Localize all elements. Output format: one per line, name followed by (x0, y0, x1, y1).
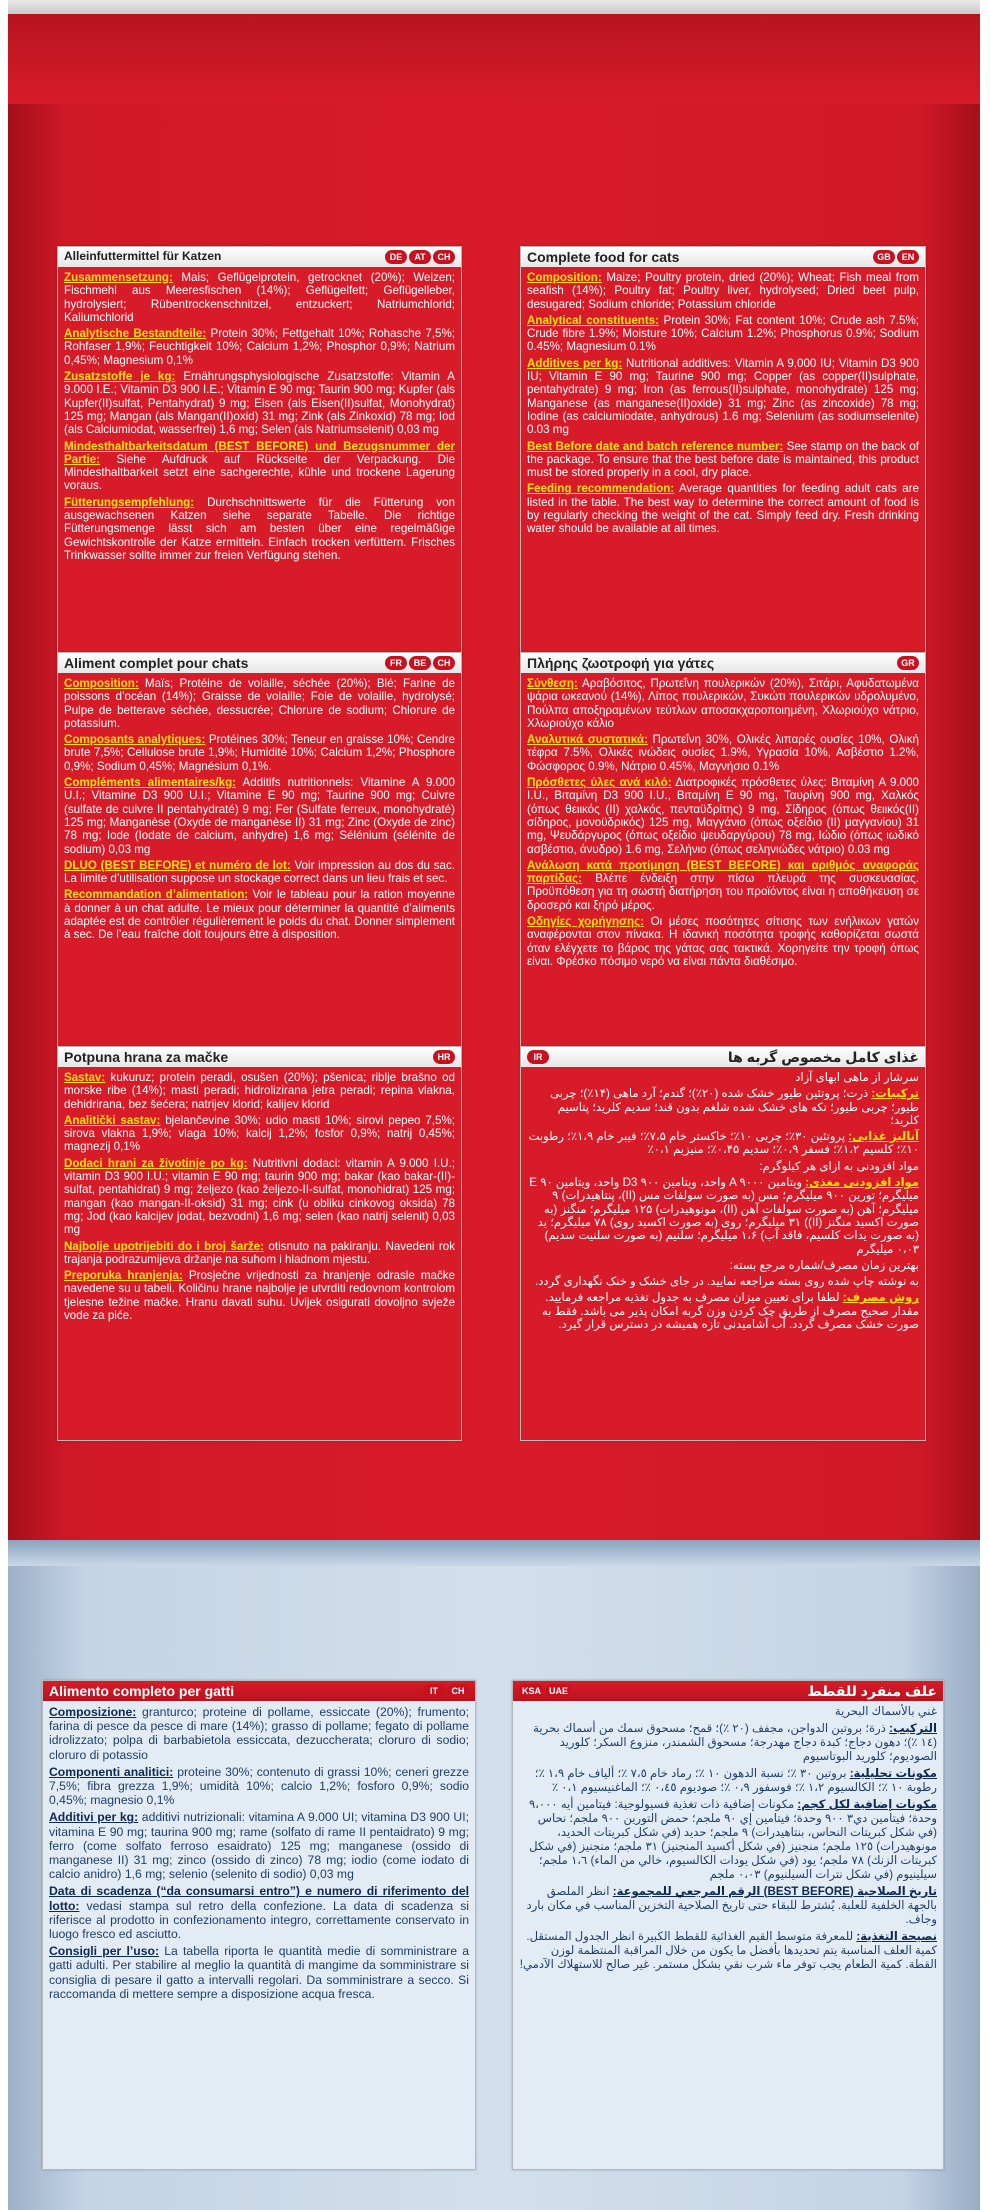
paragraph-heading: Mindesthaltbarkeitsdatum (BEST BEFORE) und Bezugsnummer der Partie: (64, 439, 455, 466)
panel-title: Πλήρης ζωοτροφή για γάτες (527, 655, 715, 671)
label-paragraph (527, 314, 919, 354)
bag-top-seal (8, 0, 980, 14)
paragraph-heading: آنالیز غذایی: (848, 1130, 919, 1144)
paragraph-heading: Consigli per l’uso: (49, 1944, 160, 1959)
paragraph-text: See stamp on the back of the package. To ensure that the best before date is maintained, this product must be stored properly in a cool, dry place. (527, 439, 919, 480)
panel-header (521, 653, 925, 674)
label-paragraph (64, 677, 455, 730)
paragraph-heading: Analytische Bestandteile: (64, 327, 207, 341)
country-badge: DE (385, 250, 407, 264)
paragraph-text: Voir le tableau pour la ration moyenne à donner à un chat adulte. Le mieux pour déterminer la quantité d’aliments adaptée est de contrôler régulièrement le poids du chat. Donner simplement à sec. De l’eau fraîche doit toujours être à disposition. (64, 888, 455, 942)
paragraph-heading: روش مصرف: (842, 1291, 919, 1305)
paragraph-text: proteine 30%; contenuto di grassi 10%; ceneri grezze 7,5%; fibra grezza 1,9%; umidità 10%; calcio 1,2%; fosforo 0,9%; sodio 0,45%; magnesio 0,1% (49, 1764, 469, 1808)
country-flags (433, 1050, 455, 1064)
country-flags (385, 656, 455, 670)
paragraph-heading: Sastav: (64, 1071, 106, 1084)
label-paragraph (64, 1269, 455, 1322)
paragraph-text: additivi nutrizionali: vitamina A 9.000 UI; vitamina D3 900 UI; vitamina E 90 mg; taurina 900 mg; rame (solfato di rame II pentaidrato) 9 mg; ferro (come solfato ferroso esaidrato) 125 mg; manganese (ossido di manganese II) 31 mg; zinco (ossido di zinco) 78 mg; iodio (come iodato di calcio anidro) 1,6 mg; selenio (selenito di sodio) 0,03 mg (49, 1810, 469, 1882)
paragraph-text: Protéines 30%; Teneur en graisse 10%; Cendre brute 7,5%; Cellulose brute 1,9%; Humidité 10%; Calcium 1,2%; Phosphore 0,9%; Sodium 0,45%; Magnésium 0,1%. (64, 733, 455, 773)
paragraph-text: ذرت؛ پروتئین طیور خشک شده (۲۰٪)؛ گندم؛ آرد ماهی (۱۴٪)؛ چربی طیور؛ چربی طیور؛ تکه های خشک شده شلغم بدون قند؛ سدیم کلرید؛ پتاسیم کلرید؛ (550, 1087, 919, 1127)
panel-body (521, 267, 925, 654)
paragraph-text: Οι μέσες ποσότητες σίτισης των ενήλικων γατών αναφέρονται στον πίνακα. Η ιδανική ποσότητα τροφής καθορίζεται σωστά όταν ελέγχετε το βάρος της γάτας σας τακτικά. Χορηγείτε την τροφή όπως είναι. Φρέσκο πόσιμο νερό να είναι πάντα διαθέσιμο. (527, 915, 920, 968)
label-paragraph (64, 1157, 455, 1237)
country-badge: IR (527, 1050, 549, 1064)
paragraph-text: Nutritional additives: Vitamin A 9,000 IU; Vitamin D3 900 IU; Vitamin E 90 mg; Taurine 900 mg; Copper (as copper(II)sulphate, pentahydrate) 9 mg; Iron (as ferrous(II)sulphate, monohydrate) 125 mg; Manganese (as manganese(II)oxide) 31 mg; Zinc (as zincoxide) 78 mg; Iodine (as calciumiodate, anhydrous) 1.6 mg; Selenium (as sodiumselenite) 0.03 mg (527, 356, 919, 437)
label-paragraph (49, 1765, 469, 1808)
country-badge: GR (897, 656, 919, 670)
panel-hr (57, 1046, 462, 1441)
label-paragraph (519, 1705, 937, 1719)
label-paragraph (527, 357, 919, 437)
panel-header (58, 247, 461, 268)
panel-ir (520, 1046, 926, 1441)
label-paragraph (527, 677, 919, 730)
label-paragraph (64, 496, 455, 562)
panel-body (43, 1701, 475, 2169)
label-paragraph (519, 1767, 937, 1795)
panel-header (58, 1047, 461, 1068)
panel-header (521, 247, 925, 268)
country-badge: UAE (546, 1684, 571, 1698)
paragraph-text: Αραβόσιτος, Πρωτεΐνη πουλερικών (20%), Σιτάρι, Αφυδατωμένα ψάρια ωκεανού (14%), Λίπος πουλερικών, Συκώτι πουλερικών υδρολυμένο, Πούλπα αποξηραμένων τεύτλων αποσακχαροποιημένη, Χλωριούχο νάτριο, Χλωριούχο κάλιο (527, 677, 919, 730)
country-flags (519, 1684, 571, 1698)
label-paragraph (527, 1176, 919, 1256)
bag-top-band (8, 14, 980, 104)
paragraph-text: مواد افزودنی به ازای هر کیلوگرم: (759, 1159, 919, 1173)
paragraph-text: Average quantities for feeding adult cats are listed in the table. The best way to determine the correct amount of food is by regularly checking the weight of the cat. Simply feed dry. Fresh drinking water should be available at all times. (527, 482, 919, 536)
paragraph-text: Protein 30%; Fat content 10%; Crude ash 7.5%; Crude fibre 1.9%; Moisture 10%; Calcium 1.2%; Phosphorus 0.9%; Sodium 0.45%; Magnesium 0.1% (527, 313, 919, 354)
country-badge: CH (433, 656, 455, 670)
paragraph-text: otisnuto na pakiranju. Navedeni rok trajanja podrazumijeva držanje na suhom i hladnom mjestu. (64, 1239, 456, 1266)
panel-title: Complete food for cats (527, 249, 680, 265)
panel-it (42, 1680, 476, 2170)
label-paragraph (527, 482, 919, 535)
paragraph-text: kukuruz; protein peradi, osušen (20%); pšenica; riblje brašno od morske ribe (14%); masti peradi; hidrolizirana jetra peradi; repina vlakna, dehidrirana, bez šećera; natrijev klorid; kalijev klorid (64, 1071, 455, 1111)
country-badge: GB (873, 250, 895, 264)
paragraph-heading: مواد افزودنی مغذی: (805, 1176, 919, 1190)
panel-header (513, 1681, 943, 1702)
panel-ksa (512, 1680, 944, 2170)
label-paragraph (519, 1722, 937, 1764)
panel-header (58, 653, 461, 674)
panel-gr (520, 652, 926, 1049)
panel-body (58, 267, 461, 654)
paragraph-text: Βλέπε ένδειξη στην πίσω πλευρά της συσκευασίας. Προϋπόθεση για τη σωστή διατήρηση του προϊόντος είναι η αποθήκευση σε δροσερό και ξηρό μέρος. (527, 872, 919, 912)
panel-de (57, 246, 462, 655)
country-badge: CH (433, 250, 455, 264)
country-badge: KSA (519, 1684, 544, 1698)
paragraph-heading: Best Before date and batch reference number: (527, 439, 784, 453)
country-badge: FR (385, 656, 407, 670)
paragraph-heading: Recommandation d’alimentation: (64, 888, 249, 902)
paragraph-heading: Πρόσθετες ύλες ανά κιλό: (527, 776, 672, 790)
label-paragraph (64, 733, 455, 773)
paragraph-heading: Ανάλωση κατά προτίμηση (BEST BEFORE) και αριθμός αναφοράς παρτίδας: (527, 858, 919, 886)
paragraph-heading: Componenti analitici: (49, 1764, 174, 1779)
country-flags (873, 250, 919, 264)
paragraph-text: للمعرفة متوسط القيم الغذائية للقطط الكبيرة انظر الجدول المستقل. كمية العلف المناسبة يتم تحديدها بأفضل ما يكون من خلال المراقبة المنتظمة لوزن القطة. كمية الطعام يجب توفر ماء شرب نقي بشكل مستمر. غير صالح للاستهلاك الآدمي! (519, 1930, 937, 1971)
paragraph-heading: Dodaci hrani za životinje po kg: (64, 1156, 248, 1170)
paragraph-heading: Feeding recommendation: (527, 482, 675, 496)
paragraph-text: بروتين ٣٠ ٪؛ نسبة الدهون ١٠ ٪؛ رماد خام ٧،٥ ٪؛ ألياف خام ١،٩ ٪؛ رطوبة ١٠ ٪؛ الكالسيوم ١،٢ ٪؛ فوسفور ٠،٩ ٪؛ صوديوم ٠،٤٥ ٪؛ الماغنيسيوم ٠،١ ٪ (534, 1767, 937, 1794)
paragraph-text: پروتئین ۳۰٪؛ چربی ۱۰٪؛ خاکستر خام ۷،۵٪؛ فیبر خام ۱،۹٪؛ رطوبت ۱۰٪؛ کلسیم ۱،۲٪؛ فسفر ۰،۹٪؛ سدیم ۰،۴۵٪؛ منیزیم ۰،۱٪ (528, 1130, 919, 1157)
panel-title: Aliment complet pour chats (64, 655, 249, 671)
paragraph-text: bjelančevine 30%; udio masti 10%; sirovi pepeo 7,5%; sirova vlakna 1,9%; vlaga 10%; kalcij 1,2%; fosfor 0,9%; natrij 0,45%; magnezij 0,1% (64, 1113, 455, 1154)
paragraph-heading: Composition: (64, 677, 139, 690)
label-paragraph (64, 1240, 455, 1267)
paragraph-heading: مكونات تحليلية: (849, 1767, 937, 1780)
label-paragraph (64, 440, 455, 493)
paragraph-heading: Additives per kg: (527, 356, 623, 370)
label-paragraph (64, 370, 455, 436)
country-badge: CH (447, 1684, 469, 1698)
label-paragraph (527, 1087, 919, 1127)
paragraph-text: Ernährungsphysiologische Zusatzstoffe: Vitamin A 9.000 I.E.; Vitamin D3 900 I.E.; Vitamin E 90 mg; Taurin 900 mg; Kupfer (als Kupfer(II)sulfat, Pentahydrat) 9 mg; Eisen (als Eisen(II)sulfat, Monohydrat) 125 mg; Mangan (als Mangan(II)oxid) 31 mg; Zink (als Zinkoxid) 78 mg; Iod (als Calciumiodat, wasserfrei) 1,6 mg; Selen (als Natriumselenit) 0,03 mg (64, 370, 455, 437)
paragraph-heading: Composition: (527, 271, 602, 284)
paragraph-text: لطفا برای تعیین میزان مصرف به جدول تغذیه مراجعه فرمایید. مقدار صحیح مصرف از طریق چک کردن وزن گربه امکان پذیر می باشد. فقط به صورت خشک مصرف گردد. آب آشامیدنی تازه همیشه در دسترس قرار گیرد. (542, 1291, 919, 1332)
label-paragraph (49, 1944, 469, 2001)
paragraph-text: Additifs nutritionnels: Vitamine A 9.000 U.I.; Vitamine D3 900 U.I.; Vitamine E 90 mg; Taurine 900 mg; Cuivre (sulfate de cuivre II pentahydraté) 9 mg; Fer (Sulfate ferreux, monohydraté) 125 mg; Manganèse (Oxyde de manganèse II) 31 mg; Zinc (Oxyde de zinc) 78 mg; Iode (Iodate de calcium, anhydre) 1,6 mg; Sélénium (sélénite de sodium) 0,03 mg (64, 776, 455, 856)
label-paragraph (527, 1160, 919, 1173)
panel-title: Alleinfuttermittel für Katzen (64, 249, 222, 263)
panel-en (520, 246, 926, 655)
label-paragraph (64, 1071, 455, 1111)
panel-title: Potpuna hrana za mačke (64, 1049, 229, 1065)
label-paragraph (64, 1114, 455, 1154)
label-paragraph (64, 888, 455, 941)
panel-body (58, 673, 461, 1048)
label-paragraph (49, 1705, 469, 1762)
paragraph-text: مكونات إضافية ذات تغذية فسيولوجية: فيتامين أيه ٩،٠٠٠ وحدة؛ فيتامين دي٣ ٩٠٠ وحدة؛ فيتامين إي ٩٠ ملجم؛ حمض التورين ٩٠٠ ملجم؛ نحاس (في شكل كبريتات النحاس، بنتاهيدرات) ٩ ملجم؛ حديد (في شكل كبريتات الحديد، مونوهيدرات) ١٢٥ ملجم؛ منجنيز (في شكل أكسيد المنجنيز) ٣١ ملجم؛ منجنيز (في شكل كبريتات الزنك) ٧٨ ملجم؛ يود (في شكل يودات الكالسيوم، خالي من الماء) ١،٦ ملجم؛ سيلينيوم (في شكل نترات السيلنيوم) ٠،٠٣ ملجم (528, 1798, 937, 1881)
label-paragraph (49, 1884, 469, 1941)
paragraph-text: سرشار از ماهی ابهای آزاد (795, 1071, 919, 1084)
panel-body (513, 1701, 943, 2169)
country-badge: BE (409, 656, 431, 670)
paragraph-text: Mais; Geflügelprotein, getrocknet (20%); Weizen; Fischmehl aus Meeresfischen (14%); Geflügelfett; Geflügelleber, hydrolysiert; Rübentrockenschnitzel, entzuckert; Natriumchlorid; Kaliumchlorid (64, 271, 455, 324)
paragraph-text: Maïs; Protéine de volaille, séchée (20%); Blé; Farine de poissons d’océan (14%); Graisse de volaille; Foie de volaille, hydrolysé; Pulpe de betterave séchée, dessucrée; Chlorure de sodium; Chlorure de potassium. (64, 677, 455, 730)
paragraph-text: ویتامین A ۹۰۰۰ واحد، ویتامین D3 ۹۰۰ واحد، ویتامین E ۹۰ میلیگرم؛ تورین ۹۰۰ میلیگرم؛ مس (به صورت سولفات مس (II)، پنتاهیدرات) ۹ میلیگرم؛ آهن (به صورت سولفات آهن (II)، مونوهیدرات) ۱۲۵ میلیگرم؛ منگنز (به صورت اکسید منگنز (II)) ۳۱ میلیگرم؛ روی (به صورت اکسید روی) ۷۸ میلیگرم؛ ید (به صورت یدات کلسیم، فاقد آب) ۱،۶ میلیگرم؛ سلنیم (به صورت سلنیت سدیم) ۰،۰۳ میلیگرم (529, 1176, 919, 1256)
paragraph-heading: نصيحة التغذية: (856, 1930, 937, 1943)
label-paragraph (527, 271, 919, 311)
country-badge: AT (409, 250, 431, 264)
paragraph-heading: Data di scadenza (“da consumarsi entro”) e numero di riferimento del lotto: (49, 1884, 469, 1913)
paragraph-heading: Composants analytiques: (64, 733, 206, 747)
paragraph-heading: Fütterungsempfehlung: (64, 495, 195, 509)
paragraph-heading: Analytical constituents: (527, 313, 660, 327)
paragraph-heading: Analitički sastav: (64, 1113, 161, 1127)
label-paragraph (527, 1071, 919, 1084)
paragraph-text: Nutritivni dodaci: vitamin A 9.000 I.U.; vitamin D3 900 I.U.; vitamin E 90 mg; taurin 900 mg; bakar (kao bakar-(II)-sulfat, pentahidrat) 9 mg; željezo (kao željezo-II-sulfat, monohidrat) 125 mg; mangan (kao mangan-II-oksid) 31 mg; cink (u obliku cinkovog oksida) 78 mg; Jod (kao kalcijev jodat, bezvodni) 1,6 mg; selen (kao natrij selenit) 0,03 mg (64, 1156, 455, 1237)
paragraph-heading: Composizione: (49, 1705, 137, 1719)
paragraph-text: La tabella riporta le quantità medie di somministrare a gatti adulti. Per stabilire al meglio la quantità di mangime da somministrare si consiglia di pesare il gatto a intervalli regolari. Da somministrare a secco. Si raccomanda di mettere sempre a disposizione acqua fresca. (49, 1944, 470, 2001)
panel-title: علف منفرد للقطط (807, 1683, 937, 1699)
country-flags (527, 1050, 549, 1064)
paragraph-text: Διατροφικές πρόσθετες ύλες: Βιταμίνη A 9.000 I.U., Βιταμίνη D3 900 I.U., Βιταμίνη E 90 mg, Ταυρίνη 900 mg, Χαλκός (όπως θειικός (II) χαλκός, πενταϋδρίτης) 9 mg, Σίδηρος (όπως θειικός(II) σίδηρος, μονοϋδρικός) 125 mg, Μαγγάνιο (όπως οξείδιο (II) μαγγανίου) 31 mg, Ψευδάργυρος (όπως οξείδιο ψευδαργύρου) 78 mg, Ιώδιο (όπως ιωδικό ασβέστιο, άνυδρο) 1.6 mg, Σελήνιο (όπως σεληνιώδες νάτριο) 0.03 mg (527, 776, 920, 856)
paragraph-text: Prosječne vrijednosti za hranjenje odrasle mačke navedene su u tabeli. Količinu hrane najbolje je utvrditi redovnom kontrolom tjelesne težine mačke. Hranu davati suhu. Uvijek osigurati dovoljno svježe vode za piće. (64, 1269, 455, 1323)
paragraph-heading: التركيب: (889, 1722, 937, 1735)
label-paragraph (519, 1930, 937, 1972)
paragraph-text: Durchschnittswerte für die Fütterung von ausgewachsenen Katzen siehe separate Tabelle. Die richtige Fütterungsmenge lässt sich am besten über eine regelmäßige Gewichtskontrolle der Katze ermitteln. Einfach trocken verfüttern. Frisches Trinkwasser sollte immer zur freien Verfügung stehen. (64, 495, 455, 562)
paragraph-text: Πρωτεΐνη 30%, Ολικές λιπαρές ουσίες 10%, Ολική τέφρα 7.5%, Ολικές ινώδεις ουσίες 1.9%, Υγρασία 10%, Ασβέστιο 1.2%, Φώσφορος 0.9%, Νάτριο 0.45%, Μαγνήσιο 0.1% (527, 733, 919, 773)
label-paragraph (64, 859, 455, 886)
paragraph-heading: Σύνθεση: (527, 677, 578, 690)
paragraph-heading: مكونات إضافية لكل كجم: (797, 1798, 937, 1811)
bag-blue-fold (8, 1540, 980, 1566)
paragraph-heading: Zusammensetzung: (64, 271, 173, 284)
paragraph-heading: Αναλυτικά συστατικά: (527, 733, 648, 747)
country-badge: EN (897, 250, 919, 264)
paragraph-text: granturco; proteine di pollame, essiccate (20%); frumento; farina di pesce da pesce di mare (14%); grasso di pollame; fegato di pollame idrolizzato; polpa di barbabietola essiccata, dezuccherata; cloruro di sodio; cloruro di potassio (49, 1705, 469, 1762)
paragraph-text: به نوشته چاپ شده روی بسته مراجعه نمایید. در جای خشک و خنک نگهداری گردد. (534, 1275, 919, 1289)
label-paragraph (519, 1798, 937, 1882)
paragraph-text: Siehe Aufdruck auf Rückseite der Verpackung. Die Mindesthaltbarkeit setzt eine sachgerechte, kühle und trockene Lagerung voraus. (64, 452, 455, 493)
paragraph-heading: Zusatzstoffe je kg: (64, 370, 176, 384)
panel-title: Alimento completo per gatti (49, 1683, 235, 1699)
label-paragraph (527, 776, 919, 856)
panel-title: غذای کامل مخصوص گربه ها (727, 1049, 919, 1065)
label-paragraph (527, 1291, 919, 1331)
country-flags (385, 250, 455, 264)
label-paragraph (64, 271, 455, 324)
panel-body (521, 1067, 925, 1440)
panel-body (58, 1067, 461, 1440)
paragraph-heading: Οδηγίες χορήγησης: (527, 915, 644, 929)
country-badge: IT (423, 1684, 445, 1698)
label-paragraph (527, 1275, 919, 1288)
label-paragraph (527, 859, 919, 912)
paragraph-text: ذرة؛ بروتين الدواجن، مجفف (٢٠ ٪)؛ قمح؛ مسحوق سمك من أسماك بحرية (١٤ ٪)؛ دهون دجاج؛ كبدة دجاج مهدرجة؛ مسحوق الشمندر، منزوع السكر؛ كلوريد الصوديوم؛ كلوريد البوتاسيوم (533, 1722, 937, 1763)
country-flags (897, 656, 919, 670)
paragraph-heading: Compléments alimentaires/kg: (64, 776, 237, 790)
label-paragraph (527, 440, 919, 480)
paragraph-heading: DLUO (BEST BEFORE) et numéro de lot: (64, 858, 291, 872)
paragraph-text: vedasi stampa sul retro della confezione. La data di scadenza si riferisce al prodotto in confezionamento integro, correttamente conservato in luogo fresco ed asciutto. (49, 1898, 469, 1942)
label-paragraph (519, 1885, 937, 1927)
paragraph-text: غني بالأسماك البحرية (834, 1705, 937, 1718)
label-paragraph (64, 327, 455, 367)
paragraph-text: انظر الملصق بالجهة الخلفية للعلبة. يُشترط للبقاء حتى تاريخ الصلاحية التخزين المناسب في مكان بارد وجاف. (526, 1885, 937, 1926)
label-paragraph (527, 915, 919, 968)
label-paragraph (49, 1810, 469, 1881)
label-paragraph (527, 733, 919, 773)
paragraph-heading: ترکیبات: (871, 1087, 919, 1101)
paragraph-heading: Additivi per kg: (49, 1810, 139, 1825)
country-flags (423, 1684, 469, 1698)
paragraph-text: Voir impression au dos du sac. La limite d’utilisation suppose un stockage correct dans un lieu frais et sec. (64, 858, 455, 886)
paragraph-heading: Preporuka hranjenja: (64, 1269, 183, 1283)
paragraph-heading: تاريخ الصلاحية (BEST BEFORE) الرقم المرجعي للمجموعة: (612, 1885, 937, 1898)
country-badge: HR (433, 1050, 455, 1064)
label-paragraph (527, 1259, 919, 1272)
paragraph-text: بهترین زمان مصرف/شماره مرجع بسته: (729, 1258, 919, 1272)
label-paragraph (527, 1130, 919, 1157)
label-paragraph (64, 776, 455, 856)
panel-body (521, 673, 925, 1048)
panel-header (521, 1047, 925, 1068)
paragraph-text: Maize; Poultry protein, dried (20%); Wheat; Fish meal from seafish (14%); Poultry fat; Poultry liver, hydrolysed; Dried beet pulp, desugared; Sodium chloride; Potassium chloride (527, 271, 919, 311)
panel-header (43, 1681, 475, 1702)
panel-fr (57, 652, 462, 1049)
paragraph-text: Protein 30%; Fettgehalt 10%; Rohasche 7,5%; Rohfaser 1,9%; Feuchtigkeit 10%; Calcium 1,2%; Phosphor 0,9%; Natrium 0,45%; Magnesium 0,1% (64, 327, 455, 367)
paragraph-heading: Najbolje upotrijebiti do i broj šarže: (64, 1239, 264, 1253)
